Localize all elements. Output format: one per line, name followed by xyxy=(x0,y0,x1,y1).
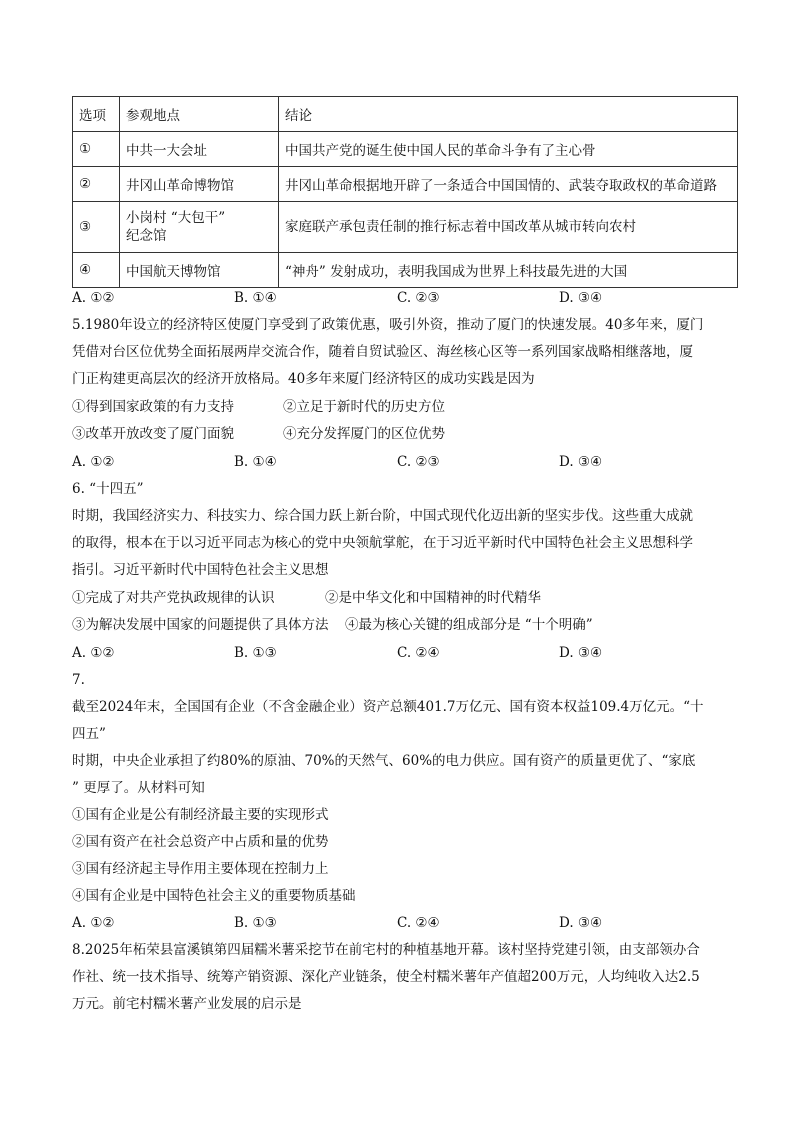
table-row xyxy=(73,167,738,202)
table-row xyxy=(73,253,738,288)
q7-stem-line: ” 更厚了。从材料可知 xyxy=(72,780,205,796)
row-place xyxy=(120,202,279,253)
q5-stem-line: 门正构建更高层次的经济开放格局。40多年来厦门经济特区的成功实践是因为 xyxy=(72,371,535,387)
options-table xyxy=(72,96,738,288)
q8-stem-line: 万元。前宅村糯米薯产业发展的启示是 xyxy=(72,996,302,1012)
q6-choices xyxy=(72,643,742,663)
row-number: ③ xyxy=(73,202,120,253)
q6-stem-line: 的取得，根本在于以习近平同志为核心的党中央领航掌舵，在于习近平新时代中国特色社会主义思想科学 xyxy=(72,535,693,551)
q7-stem-line: 截至2024年末，全国国有企业（不含金融企业）资产总额401.7万亿元、国有资本权益109.4万亿元。“十 xyxy=(72,699,704,715)
header-conclusion: 结论 xyxy=(279,97,738,132)
q8-stem-line: 8.2025年柘荣县富溪镇第四届糯米薯采挖节在前宅村的种植基地开幕。该村坚持党建引领，由支部领办合 xyxy=(72,942,700,958)
row-place: 中国航天博物馆 xyxy=(120,253,279,288)
choice-b[interactable]: B. ①④ xyxy=(234,290,277,306)
q7-option-3: ③国有经济起主导作用主要体现在控制力上 xyxy=(72,861,329,877)
q7-option-1: ①国有企业是公有制经济最主要的实现形式 xyxy=(72,807,329,823)
q5-option-2: ②立足于新时代的历史方位 xyxy=(283,399,445,415)
q8-stem-line: 作社、统一技术指导、统筹产销资源、深化产业链条，使全村糯米薯年产值超200万元，人均纯收入达2.5 xyxy=(72,969,700,985)
row-conclusion: 家庭联产承包责任制的推行标志着中国改革从城市转向农村 xyxy=(279,202,738,253)
row-place: 中共一大会址 xyxy=(120,132,279,167)
q6-option-3: ③为解决发展中国家的问题提供了具体方法 xyxy=(72,617,329,633)
row-number: ④ xyxy=(73,253,120,288)
q7-choices xyxy=(72,913,742,933)
q6-stem-line: 6. “十四五” xyxy=(72,481,144,497)
q6-stem-line: 时期，我国经济实力、科技实力、综合国力跃上新台阶，中国式现代化迈出新的坚实步伐。这些重大成就 xyxy=(72,508,693,524)
choice-d[interactable]: D. ③④ xyxy=(559,645,603,661)
table-row xyxy=(73,202,738,253)
choice-a[interactable]: A. ①② xyxy=(72,915,115,931)
row-conclusion: “神舟” 发射成功，表明我国成为世界上科技最先进的大国 xyxy=(279,253,738,288)
q6-stem-line: 指引。习近平新时代中国特色社会主义思想 xyxy=(72,562,329,578)
q5-option-4: ④充分发挥厦门的区位优势 xyxy=(283,426,445,442)
q5-choices xyxy=(72,452,742,472)
choice-d[interactable]: D. ③④ xyxy=(559,454,603,470)
row-number: ① xyxy=(73,132,120,167)
row-place-line2: 纪念馆 xyxy=(126,228,167,244)
choice-d[interactable]: D. ③④ xyxy=(559,915,603,931)
choice-d[interactable]: D. ③④ xyxy=(559,290,603,306)
choice-b[interactable]: B. ①③ xyxy=(234,645,277,661)
q5-option-1: ①得到国家政策的有力支持 xyxy=(72,399,234,415)
q7-stem-line: 四五” xyxy=(72,726,106,742)
q5-stem-line: 5.1980年设立的经济特区使厦门享受到了政策优惠，吸引外资，推动了厦门的快速发展。40多年来，厦门 xyxy=(72,317,704,333)
choice-b[interactable]: B. ①③ xyxy=(234,915,277,931)
header-option: 选项 xyxy=(73,97,120,132)
choice-c[interactable]: C. ②④ xyxy=(397,915,440,931)
q6-option-1: ①完成了对共产党执政规律的认识 xyxy=(72,590,275,606)
q7-stem-line: 时期，中央企业承担了约80%的原油、70%的天然气、60%的电力供应。国有资产的质量更优了、“家底 xyxy=(72,753,696,769)
row-conclusion: 中国共产党的诞生使中国人民的革命斗争有了主心骨 xyxy=(279,132,738,167)
choice-b[interactable]: B. ①④ xyxy=(234,454,277,470)
q4-choices xyxy=(72,288,742,308)
choice-c[interactable]: C. ②③ xyxy=(397,290,440,306)
q7-option-4: ④国有企业是中国特色社会主义的重要物质基础 xyxy=(72,888,356,904)
q5-option-3: ③改革开放改变了厦门面貌 xyxy=(72,426,234,442)
q7-stem-line: 7. xyxy=(72,672,85,688)
q6-option-2: ②是中华文化和中国精神的时代精华 xyxy=(325,590,541,606)
choice-c[interactable]: C. ②④ xyxy=(397,645,440,661)
row-place-line1: 小岗村 “大包干” xyxy=(126,210,226,226)
choice-a[interactable]: A. ①② xyxy=(72,290,115,306)
choice-c[interactable]: C. ②③ xyxy=(397,454,440,470)
row-number: ② xyxy=(73,167,120,202)
header-place: 参观地点 xyxy=(120,97,279,132)
choice-a[interactable]: A. ①② xyxy=(72,454,115,470)
q7-option-2: ②国有资产在社会总资产中占质和量的优势 xyxy=(72,834,329,850)
table-row xyxy=(73,132,738,167)
row-conclusion: 井冈山革命根据地开辟了一条适合中国国情的、武装夺取政权的革命道路 xyxy=(279,167,738,202)
q6-option-4: ④最为核心关键的组成部分是 “十个明确” xyxy=(345,617,593,633)
q5-stem-line: 凭借对台区位优势全面拓展两岸交流合作，随着自贸试验区、海丝核心区等一系列国家战略相继落地，厦 xyxy=(72,344,693,360)
row-place: 井冈山革命博物馆 xyxy=(120,167,279,202)
table-header-row xyxy=(73,97,738,132)
choice-a[interactable]: A. ①② xyxy=(72,645,115,661)
